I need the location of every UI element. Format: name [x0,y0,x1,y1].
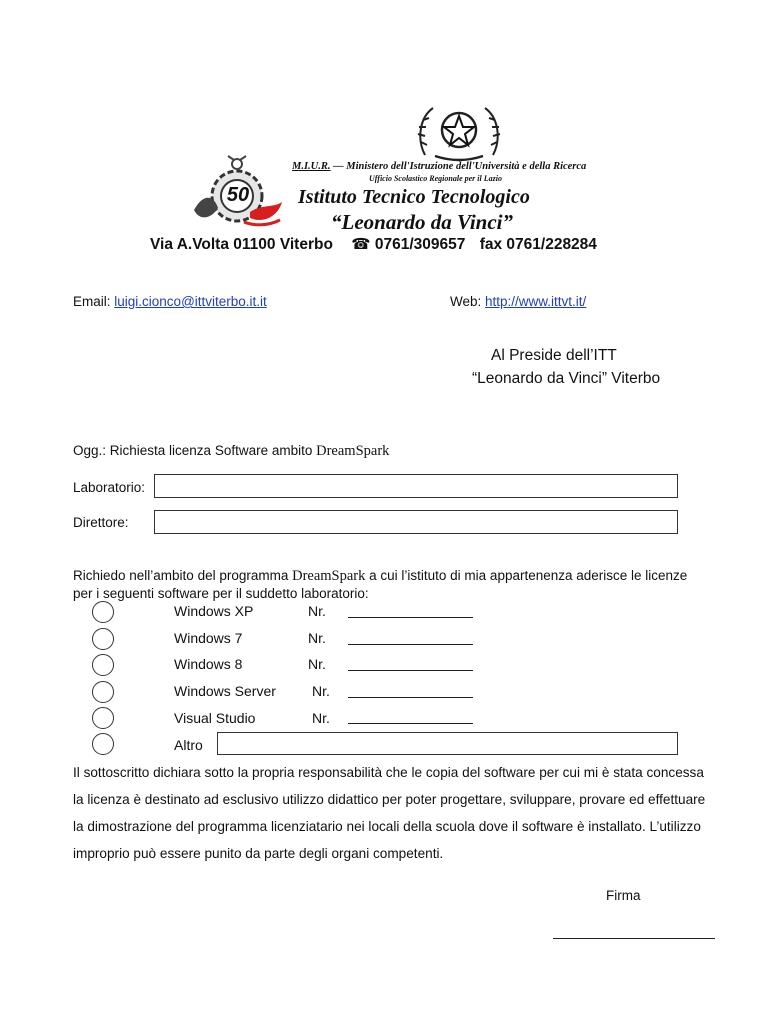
nr-field-windows-server[interactable] [348,697,473,698]
laboratorio-label: Laboratorio: [73,480,146,495]
email-link[interactable]: luigi.cionco@ittviterbo.it.it [114,294,267,309]
nr-label: Nr. [308,656,326,672]
nr-label: Nr. [312,683,330,699]
phone-icon: ☎ [351,236,371,253]
request-text-a: Richiedo nell’ambito del programma [73,568,293,583]
direttore-field[interactable] [154,510,678,534]
regional-office: Ufficio Scolastico Regionale per il Lazio [369,174,502,183]
request-program: DreamSpark [292,568,366,584]
ministry-full: — Ministero dell'Istruzione dell'Università e della Ricerca [333,161,587,172]
declaration-line: la licenza è destinato ad esclusivo utilizzo didattico per poter progettare, sviluppare, provare ed effettuare [73,792,706,807]
request-line-2: per i seguenti software per il suddetto laboratorio: [73,586,369,601]
web-label: Web: [450,294,482,309]
request-text-b: a cui l’istituto di mia appartenenza aderisce le licenze [365,568,688,583]
signature-label: Firma [606,888,641,903]
nr-field-windows-8[interactable] [348,670,473,671]
software-name: Windows 7 [174,630,243,646]
request-line-1 [73,568,687,585]
school-name: Istituto Tecnico Tecnologico [298,186,530,208]
web-row [450,294,586,309]
radio-windows-8[interactable] [92,654,114,676]
radio-visual-studio[interactable] [92,707,114,729]
radio-windows-7[interactable] [92,628,114,650]
nr-field-windows-7[interactable] [348,644,473,645]
direttore-label: Direttore: [73,515,129,530]
fax-number: fax 0761/228284 [479,236,597,253]
software-name: Visual Studio [174,710,256,726]
ministry-line [292,161,586,172]
radio-windows-server[interactable] [92,681,114,703]
italian-republic-emblem [415,100,503,162]
radio-altro[interactable] [92,733,114,755]
school-subname: “Leonardo da Vinci” [331,210,514,234]
laboratorio-field[interactable] [154,474,678,498]
declaration-line: Il sottoscritto dichiara sotto la propria responsabilità che le copia del software per cui mi è stata concessa [73,765,704,780]
subject-prefix: Ogg.: Richiesta licenza Software ambito [73,443,317,458]
software-name: Windows XP [174,603,254,619]
declaration-line: improprio può essere punito da parte degli organi competenti. [73,846,444,861]
nr-label: Nr. [308,603,326,619]
altro-label: Altro [174,737,203,753]
radio-windows-xp[interactable] [92,601,114,623]
web-link[interactable]: http://www.ittvt.it/ [485,294,587,309]
software-name: Windows 8 [174,656,243,672]
nr-field-visual-studio[interactable] [348,723,473,724]
logo-badge-number: 50 [226,184,250,206]
altro-field[interactable] [217,732,678,755]
subject-program: DreamSpark [316,443,390,459]
address-line [150,235,597,254]
phone-number: 0761/309657 [374,236,466,253]
signature-line[interactable] [553,938,715,939]
email-row [73,294,267,309]
recipient-line-2: “Leonardo da Vinci” Viterbo [472,370,661,387]
address: Via A.Volta 01100 Viterbo [150,236,333,253]
recipient-line-1: Al Preside dell’ITT [491,347,617,364]
subject-line [73,443,389,460]
email-label: Email: [73,294,111,309]
nr-label: Nr. [308,630,326,646]
nr-field-windows-xp[interactable] [348,617,473,618]
nr-label: Nr. [312,710,330,726]
ministry-abbr: M.I.U.R. [292,161,331,172]
declaration-line: la dimostrazione del programma licenziatario nei locali della scuola dove il software è installato. L’utilizzo [73,819,701,834]
software-name: Windows Server [174,683,276,699]
